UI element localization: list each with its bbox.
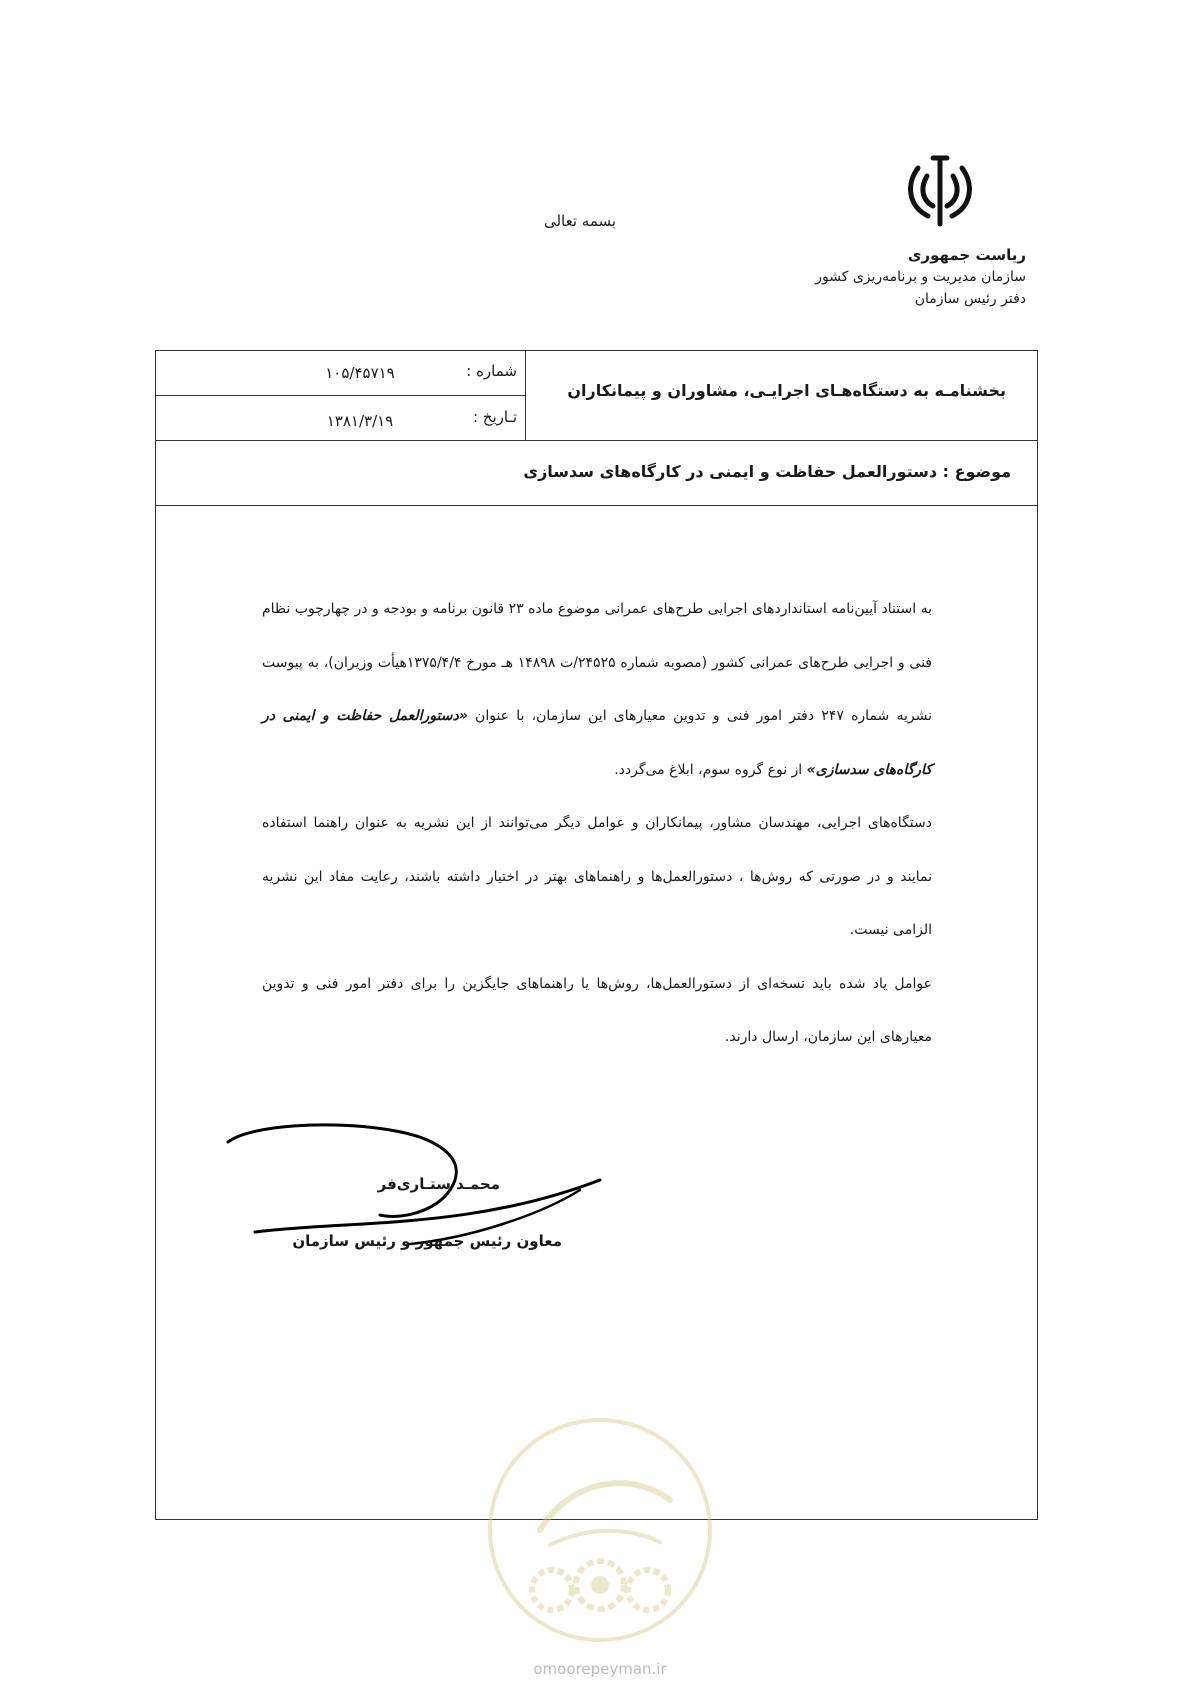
org-line-organization: سازمان مدیریت و برنامه‌ریزی کشور [815, 269, 1026, 285]
org-line-office: دفتر رئیس سازمان [914, 291, 1026, 307]
watermark-url: omoorepeyman.ir [533, 1660, 667, 1678]
number-label: شماره : [466, 362, 517, 380]
number-value: ۱۰۵/۴۵۷۱۹ [325, 364, 395, 382]
number-date-divider [156, 395, 525, 396]
publication-title: «دستورالعمل حفاظت و ایمنی در کارگاه‌های سدسازی» [262, 708, 932, 778]
letter-body [262, 583, 932, 1065]
circular-title: بخشنامـه به دستگاه‌هـای اجرایـی، مشاوران و پیمانکاران [567, 381, 1006, 400]
title-divider [156, 440, 1037, 441]
omoorepeyman-watermark-logo [480, 1410, 720, 1650]
date-label: تـاریخ : [472, 408, 517, 426]
date-value: ۱۳۸۱/۳/۱۹ [326, 412, 394, 430]
body-paragraph-1-end: از نوع گروه سوم، ابلاغ می‌گردد. [614, 761, 807, 778]
organization-header [815, 244, 1026, 310]
signatory-name: محمـد ستـاری‌فر [377, 1175, 500, 1193]
subject-line: موضوع : دستورالعمل حفاظت و ایمنی در کارگاه‌های سدسازی [523, 462, 1011, 481]
body-paragraph-1-text: به استناد آیین‌نامه استانداردهای اجرایی طرح‌های عمرانی موضوع ماده ۲۳ قانون برنامه و بودجه و در چهارچوب نظام فنی و اجرایی طرح‌های عمرانی کشور (مصوبه شماره ۲۴۵۲۵/ت ۱۴۸۹۸ هـ مورخ ۱۳۷۵/۴/۴هیأت وزیران)، به پیوست نشریه شماره ۲۴۷ دفتر امور فنی و تدوین معیارهای این سازمان، با عنوان [262, 601, 932, 724]
subject-divider [156, 505, 1037, 506]
body-paragraph-2: دستگاه‌های اجرایی، مهندسان مشاور، پیمانکاران و عوامل دیگر می‌توانند از این نشریه به عنوان راهنما استفاده نمایند و در صورتی که روش‌ها ، دستورالعمل‌ها و راهنماهای بهتر در اختیار داشته باشند، رعایت مفاد این نشریه الزامی نیست. [262, 815, 932, 938]
iran-emblem-icon [900, 150, 980, 230]
signatory-title: معاون رئیس جمهور و رئیس سازمان [292, 1232, 562, 1250]
body-paragraph-1 [262, 583, 932, 797]
body-paragraph-3: عوامل یاد شده باید نسخه‌ای از دستورالعمل‌ها، روش‌ها یا راهنماهای جایگزین را برای دفتر امور فنی و تدوین معیارهای این سازمان، ارسال دارند. [262, 975, 932, 1045]
bismillah-heading: بسمه تعالی [543, 212, 617, 230]
org-line-presidency: ریاست جمهوری [907, 246, 1026, 264]
